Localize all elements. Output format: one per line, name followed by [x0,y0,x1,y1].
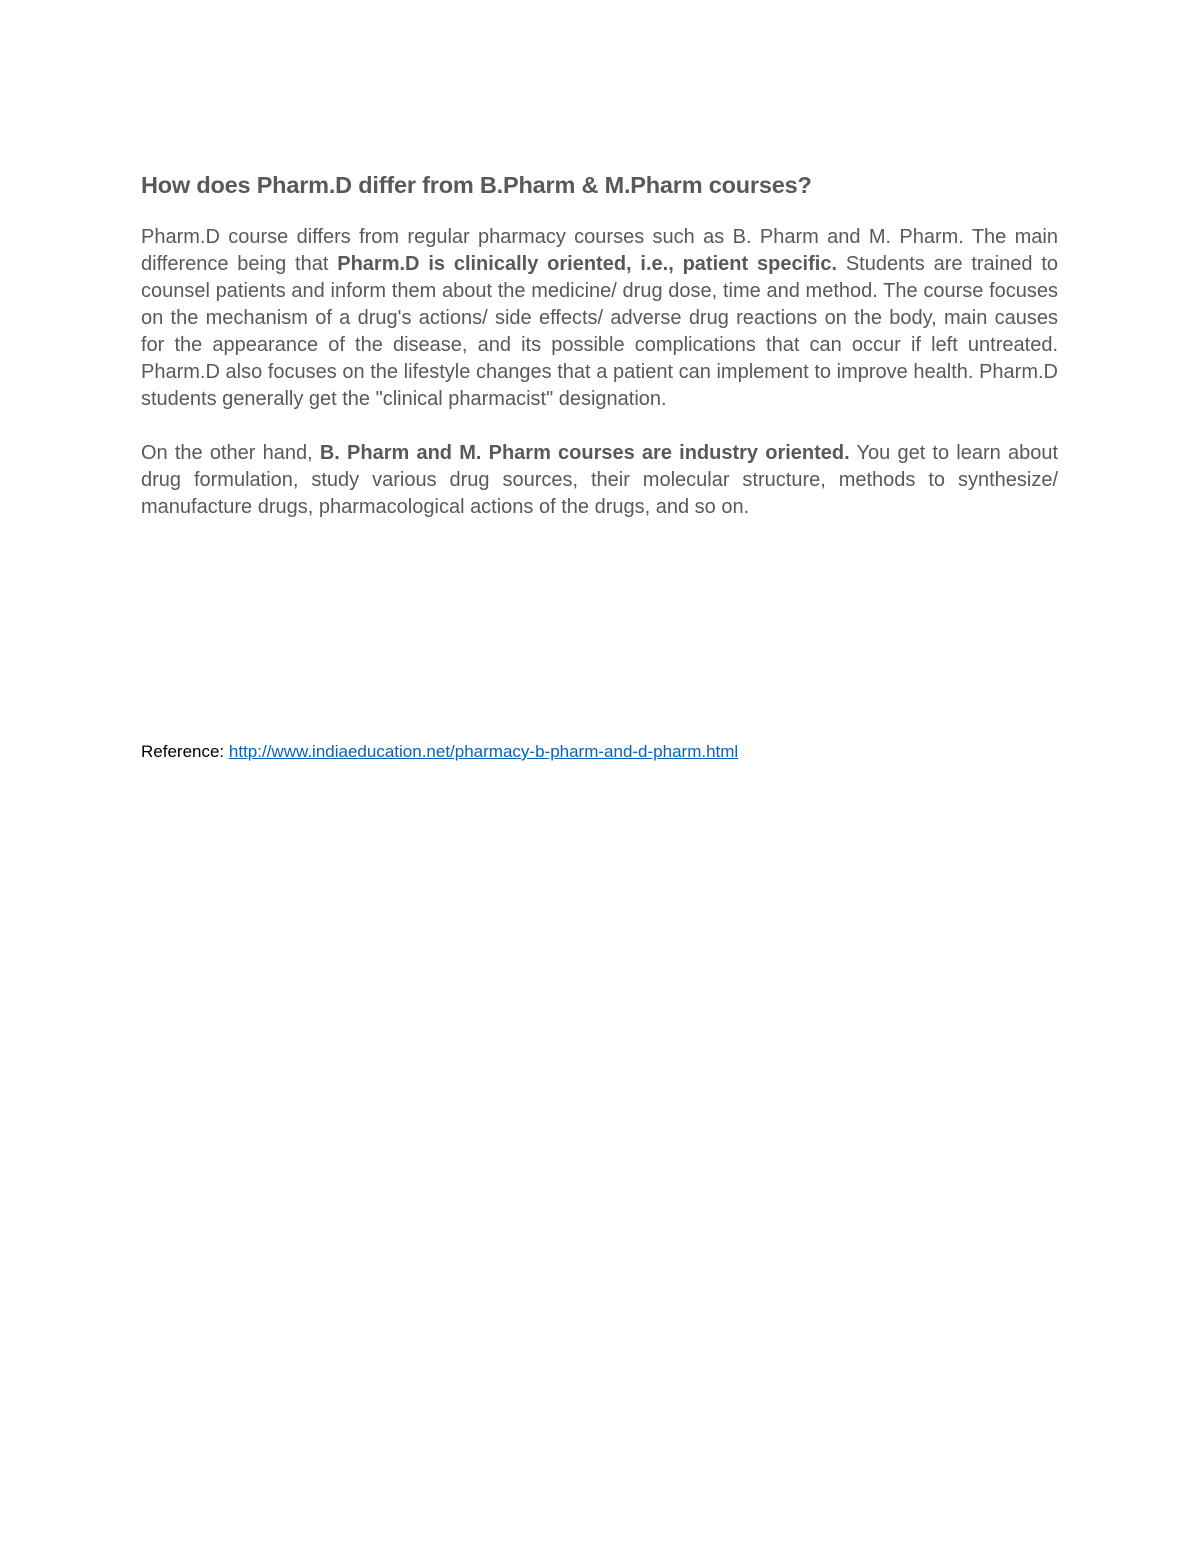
reference-label: Reference: [141,742,225,761]
paragraph-pharmd-details: Students are trained to counsel patients and inform them about the medicine/ drug dose, time and method. The course focuses on the mechanism of a drug's actions/ side effects/ adverse drug reactions on the body, main causes for the appearance of the disease, and its possible complications that can occur if left untreated. Pharm.D also focuses on the lifestyle changes that a patient can implement to improve health. Pharm.D students generally get the "clinical pharmacist" designation. [141,253,1058,410]
paragraph-pharmd-intro: Pharm.D course differs from regular pharmacy courses such as B. Pharm and M. Pharm. The main difference being that [141,226,1058,275]
paragraph-bpharm-mpharm [141,440,1058,521]
page-title: How does Pharm.D differ from B.Pharm & M.Pharm courses? [141,172,812,198]
paragraph-bpharm-intro: On the other hand, [141,442,320,464]
paragraph-bpharm-emphasis: B. Pharm and M. Pharm courses are industry oriented. [319,442,850,464]
reference-line [141,740,738,764]
paragraph-pharmd [141,224,1058,413]
reference-link[interactable]: http://www.indiaeducation.net/pharmacy-b-pharm-and-d-pharm.html [228,742,739,761]
document-body [141,168,1058,521]
paragraph-pharmd-emphasis: Pharm.D is clinically oriented, i.e., patient specific. [337,253,838,275]
paragraph-bpharm-details: You get to learn about drug formulation, study various drug sources, their molecular structure, methods to synthesize/ manufacture drugs, pharmacological actions of the drugs, and so on. [141,442,1058,518]
